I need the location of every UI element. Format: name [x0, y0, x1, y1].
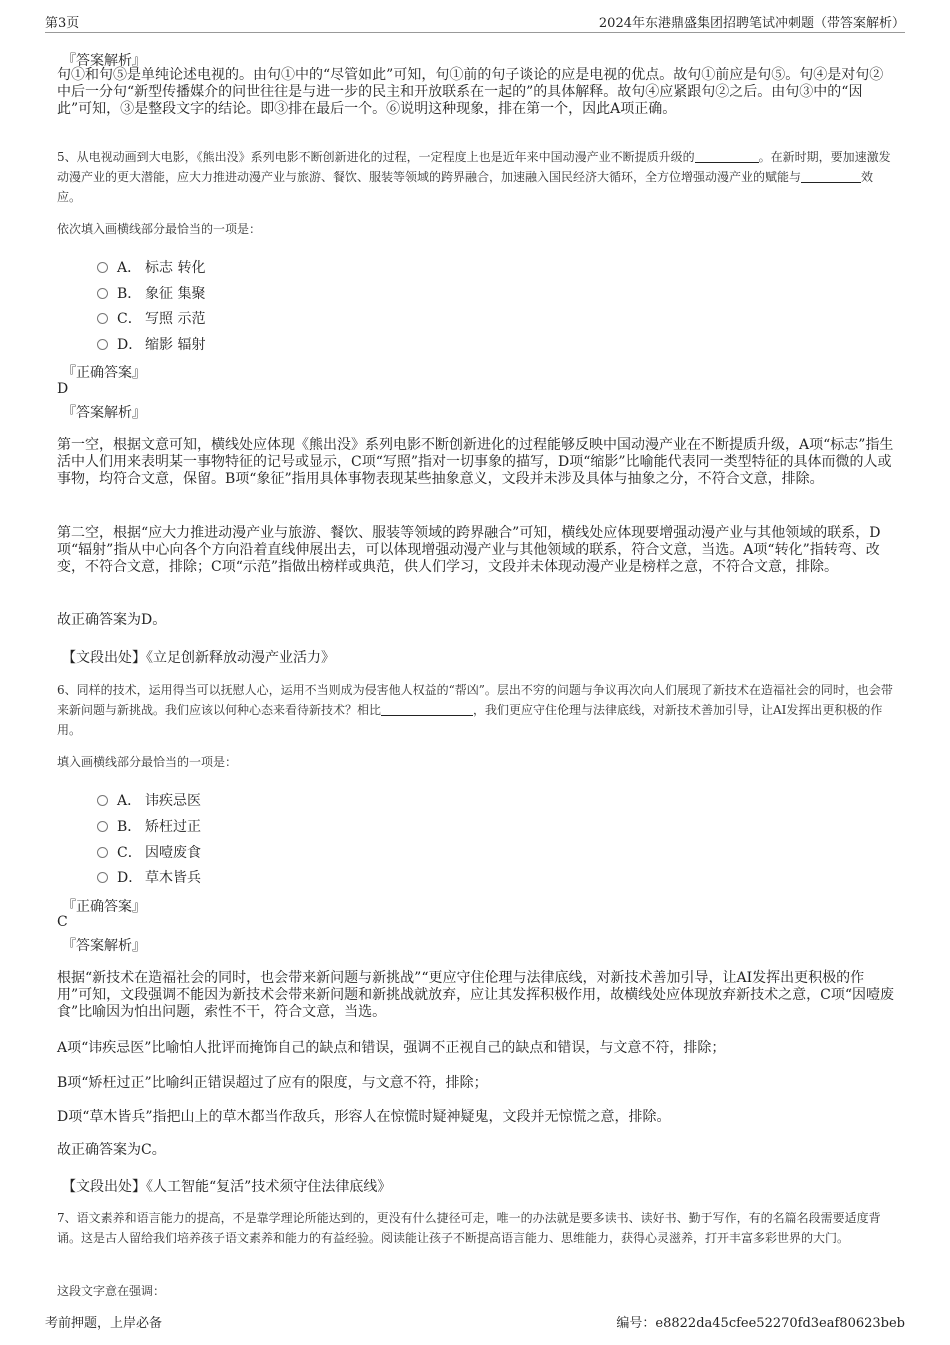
- page-header: [45, 10, 905, 33]
- radio-icon[interactable]: [97, 288, 108, 299]
- q6-answer: C: [57, 914, 68, 930]
- q6-option-b[interactable]: B． 矫枉过正: [97, 816, 201, 836]
- q5-option-a[interactable]: A． 标志 转化: [97, 257, 205, 277]
- radio-icon[interactable]: [97, 795, 108, 806]
- q6-blank: [381, 703, 473, 716]
- q6-source: 【文段出处】《人工智能“复活”技术须守住法律底线》: [62, 1179, 392, 1195]
- q5-stem: 5、从电视动画到大电影，《熊出没》系列电影不断创新进化的过程，一定程度上也是近年来中国动漫产业不断提质升级的 。在新时期，要加速激发动漫产业的更大潜能，应大力推进动漫产业与旅游、餐饮、服装等领域的跨界融合，加速融入国民经济大循环，全方位增强动漫产业的赋能与 效应。: [57, 150, 891, 204]
- radio-icon[interactable]: [97, 821, 108, 832]
- radio-icon[interactable]: [97, 339, 108, 350]
- radio-icon[interactable]: [97, 847, 108, 858]
- footer-slogan: 考前押题，上岸必备: [45, 1316, 163, 1331]
- q7-prompt: 这段文字意在强调：: [57, 1284, 166, 1298]
- q5-explanation-1: 第一空，根据文意可知，横线处应体现《熊出没》系列电影不断创新进化的过程能够反映中国动漫产业在不断提质升级，A项“标志”指生活中人们用来表明某一事物特征的记号或显示，C项“写照”指对一切事象的描写，D项“缩影”比喻能代表同一类型特征的具体而微的人或事物，均符合文意，保留。B项“象征”指用具体事物表现某些抽象意义，文段并未涉及具体与抽象之分，不符合文意，排除。: [57, 437, 894, 487]
- q6-conclusion: 故正确答案为C。: [57, 1142, 166, 1158]
- q6-option-a[interactable]: A． 讳疾忌医: [97, 790, 201, 810]
- q5-option-b[interactable]: B． 象征 集聚: [97, 283, 205, 303]
- q5-source: 【文段出处】《立足创新释放动漫产业活力》: [62, 650, 335, 666]
- q5-explanation-2: 第二空，根据“应大力推进动漫产业与旅游、餐饮、服装等领域的跨界融合”可知，横线处应体现要增强动漫产业与其他领域的联系，D项“辐射”指从中心向各个方向沿着直线伸展出去，可以体现增强动漫产业与其他领域的联系，符合文意，当选。A项“转化”指转弯、改变，不符合文意，排除；C项“示范”指做出榜样或典范，供人们学习，文段并未体现动漫产业是榜样之意，不符合文意，排除。: [57, 525, 881, 575]
- q5-blank-2: [801, 170, 861, 183]
- page-footer: [45, 1312, 905, 1331]
- prev-explanation-label: 『答案解析』: [62, 53, 146, 69]
- q6-explanation-3: B项“矫枉过正”比喻纠正错误超过了应有的限度，与文意不符，排除；: [57, 1075, 488, 1091]
- q6-explanation-1: 根据“新技术在造福社会的同时，也会带来新问题与新挑战”“更应守住伦理与法律底线，对新技术善加引导，让AI发挥出更积极的作用”可知，文段强调不能因为新技术会带来新问题和新挑战就放弃，应让其发挥积极作用，故横线处应体现放弃新技术之意，C项“因噎废食”比喻因为怕出问题，索性不干，符合文意，当选。: [57, 970, 895, 1020]
- q6-stem: 6、同样的技术，运用得当可以抚慰人心，运用不当则成为侵害他人权益的“帮凶”。层出不穷的问题与争议再次向人们展现了新技术在造福社会的同时，也会带来新问题与新挑战。我们应该以何种心态来看待新技术？相比 ，我们更应守住伦理与法律底线，对新技术善加引导，让AI发挥出更积极的作用。: [57, 683, 893, 737]
- radio-icon[interactable]: [97, 313, 108, 324]
- q6-option-d[interactable]: D． 草木皆兵: [97, 867, 201, 887]
- q5-conclusion: 故正确答案为D。: [57, 612, 167, 628]
- q5-option-c[interactable]: C． 写照 示范: [97, 308, 205, 328]
- document-id: 编号：e8822da45cfee52270fd3eaf80623beb: [616, 1316, 905, 1331]
- q6-explanation-4: D项“草木皆兵”指把山上的草木都当作敌兵，形容人在惊慌时疑神疑鬼，文段并无惊慌之意，排除。: [57, 1109, 671, 1125]
- q5-option-d[interactable]: D． 缩影 辐射: [97, 334, 205, 354]
- q5-answer: D: [57, 381, 69, 397]
- page-number: 第3页: [45, 16, 80, 31]
- q5-answer-label: 『正确答案』: [62, 365, 146, 381]
- q7-stem: 7、语文素养和语言能力的提高，不是靠学理论所能达到的，更没有什么捷径可走，唯一的办法就是要多读书、读好书、勤于写作，有的名篇名段需要适度背诵。这是古人留给我们培养孩子语文素养和能力的有益经验。阅读能让孩子不断提高语言能力、思维能力，获得心灵滋养，打开丰富多彩世界的大门。: [57, 1211, 881, 1245]
- q6-explanation-2: A项“讳疾忌医”比喻怕人批评而掩饰自己的缺点和错误，强调不正视自己的缺点和错误，与文意不符，排除；: [57, 1040, 726, 1056]
- q6-answer-label: 『正确答案』: [62, 899, 146, 915]
- radio-icon[interactable]: [97, 872, 108, 883]
- q5-explanation-label: 『答案解析』: [62, 405, 146, 421]
- q5-prompt: 依次填入画横线部分最恰当的一项是：: [57, 222, 262, 236]
- q6-option-c[interactable]: C． 因噎废食: [97, 842, 201, 862]
- radio-icon[interactable]: [97, 262, 108, 273]
- document-title: 2024年东港鼎盛集团招聘笔试冲刺题（带答案解析）: [598, 16, 905, 31]
- q6-explanation-label: 『答案解析』: [62, 938, 146, 954]
- prev-explanation-text: 句①和句⑤是单纯论述电视的。由句①中的“尽管如此”可知，句①前的句子谈论的应是电视的优点。故句①前应是句⑤。句④是对句②中后一分句“新型传播媒介的问世往往是与进一步的民主和开放联系在一起的”的具体解释。故句④应紧跟句②之后。由句③中的“因此”可知，③是整段文字的结论。即③排在最后一个。⑥说明这种现象，排在第一个，因此A项正确。: [57, 67, 884, 117]
- q5-blank-1: [695, 150, 759, 163]
- q6-prompt: 填入画横线部分最恰当的一项是：: [57, 755, 238, 769]
